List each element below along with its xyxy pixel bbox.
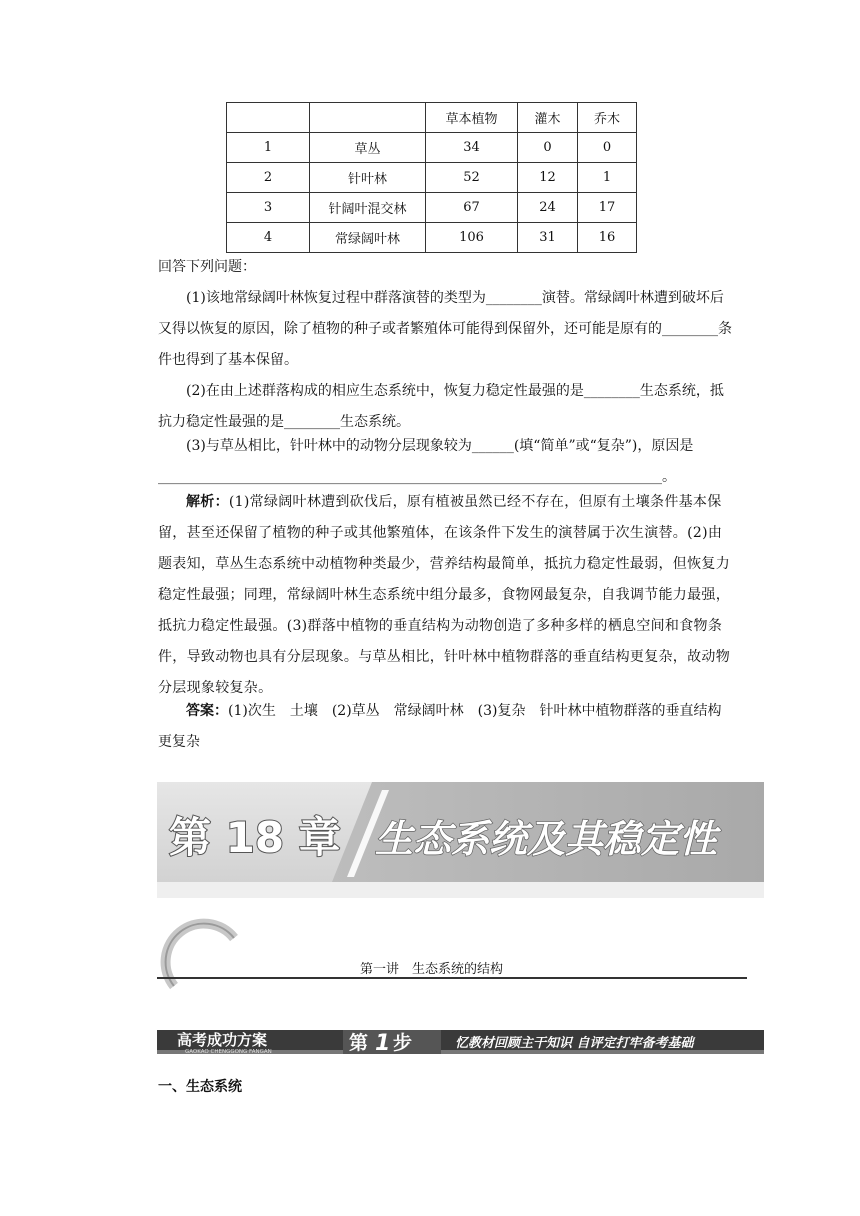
chapter-number: 第 18 章 [169, 813, 341, 862]
table-cell: 34 [426, 133, 518, 163]
table-cell: 52 [426, 163, 518, 193]
table-header-cell: 乔木 [578, 103, 637, 133]
table-cell: 3 [227, 193, 310, 223]
table-cell: 16 [578, 223, 637, 253]
question-3: (3)与草丛相比，针叶林中的动物分层现象较为______(填“简单”或“复杂”)，原因是________________________________________________________________________。 [158, 438, 694, 485]
section-banner [157, 1030, 764, 1054]
question-2: (2)在由上述群落构成的相应生态系统中，恢复力稳定性最强的是________生态系统，抵抗力稳定性最强的是________生态系统。 [158, 383, 724, 430]
slogan-text: 忆教材回顾主干知识 自评定打牢备考基础 [455, 1036, 694, 1051]
table-cell: 1 [227, 133, 310, 163]
table-cell: 31 [518, 223, 578, 253]
table-cell: 24 [518, 193, 578, 223]
lesson-title: 第一讲 生态系统的结构 [360, 962, 504, 977]
table-cell: 草丛 [310, 133, 426, 163]
analysis-block [158, 487, 734, 704]
table-header-row [227, 103, 637, 133]
chapter-title: 生态系统及其稳定性 [375, 816, 718, 861]
table-cell: 0 [578, 133, 637, 163]
table-row [227, 163, 637, 193]
table-cell: 针叶林 [310, 163, 426, 193]
lesson-rule [157, 977, 747, 979]
table-cell: 106 [426, 223, 518, 253]
table-row [227, 223, 637, 253]
arc-ornament-icon [160, 918, 240, 990]
answer-text: (1)次生 土壤 (2)草丛 常绿阔叶林 (3)复杂 针叶林中植物群落的垂直结构更复杂 [158, 703, 722, 750]
table-header-cell [227, 103, 310, 133]
table-row [227, 133, 637, 163]
table-header-cell: 灌木 [518, 103, 578, 133]
table-cell: 常绿阔叶林 [310, 223, 426, 253]
table-cell: 12 [518, 163, 578, 193]
step-prefix: 第 [349, 1032, 369, 1054]
brand-text: 高考成功方案 [177, 1031, 268, 1049]
answer-block [158, 696, 734, 758]
table-header-cell: 草本植物 [426, 103, 518, 133]
analysis-label: 解析： [186, 494, 229, 510]
data-table [226, 102, 637, 253]
table-row [227, 193, 637, 223]
analysis-text: (1)常绿阔叶林遭到砍伐后，原有植被虽然已经不存在，但原有土壤条件基本保留，甚至还保留了植物的种子或其他繁殖体，在该条件下发生的演替属于次生演替。(2)由题表知，草丛生态系统中动植物种类最少，营养结构最简单，抵抗力稳定性最弱，但恢复力稳定性最强；同理，常绿阔叶林生态系统中组分最多，食物网最复杂，自我调节能力最强，抵抗力稳定性最强。(3)群落中植物的垂直结构为动物创造了多种多样的栖息空间和食物条件，导致动物也具有分层现象。与草丛相比，针叶林中植物群落的垂直结构更复杂，故动物分层现象较复杂。 [158, 494, 730, 696]
table-cell: 针阔叶混交林 [310, 193, 426, 223]
question-intro: 回答下列问题： [158, 259, 256, 275]
step-suffix: 步 [393, 1032, 413, 1054]
section-heading: 一、生态系统 [158, 1079, 242, 1095]
table-cell: 1 [578, 163, 637, 193]
question-1: (1)该地常绿阔叶林恢复过程中群落演替的类型为________演替。常绿阔叶林遭到破坏后又得以恢复的原因，除了植物的种子或者繁殖体可能得到保留外，还可能是原有的________条件也得到了基本保留。 [158, 290, 732, 368]
table-cell: 2 [227, 163, 310, 193]
chapter-banner [157, 782, 764, 898]
step-number: 1 [375, 1031, 391, 1054]
table-cell: 0 [518, 133, 578, 163]
table-cell: 17 [578, 193, 637, 223]
answer-label: 答案： [186, 703, 228, 719]
table-cell: 4 [227, 223, 310, 253]
table-header-cell [310, 103, 426, 133]
table-cell: 67 [426, 193, 518, 223]
brand-pinyin: GAOKAO CHENGGONG FANGAN [185, 1049, 272, 1054]
